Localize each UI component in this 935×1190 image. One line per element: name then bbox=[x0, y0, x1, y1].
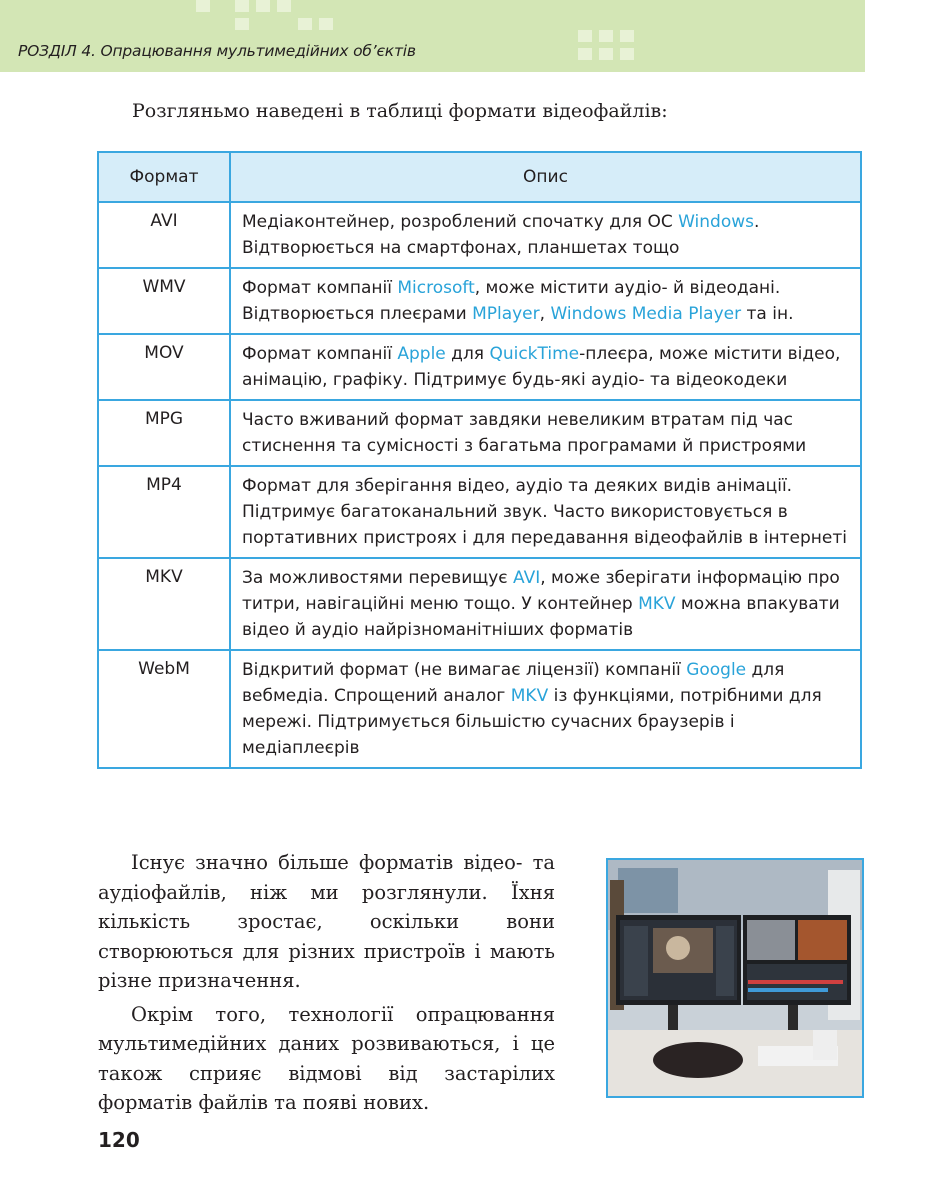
description-cell bbox=[230, 650, 861, 768]
description-text: для bbox=[445, 344, 490, 364]
table-row bbox=[98, 334, 861, 400]
table-row bbox=[98, 400, 861, 466]
description-text: , може зберігати інформацію про титри, навігаційні меню тощо. У контейнер bbox=[242, 568, 840, 614]
chapter-title: РОЗДІЛ 4. Опрацювання мультимедійних об’єктів bbox=[18, 42, 416, 60]
column-header-description: Опис bbox=[230, 152, 861, 202]
paragraph: Окрім того, технології опрацювання мультимедійних даних розвиваються, і це також сприяє відмові від застарілих форматів файлів та появі нових. bbox=[98, 1002, 555, 1114]
column-header-format: Формат bbox=[98, 152, 230, 202]
description-cell bbox=[230, 400, 861, 466]
description-text: Формат компанії bbox=[242, 344, 398, 364]
highlighted-term: MKV bbox=[510, 686, 549, 706]
description-text: можна впакувати відео й аудіо найрізноманітніших форматів bbox=[242, 594, 840, 640]
highlighted-term: MKV bbox=[638, 594, 676, 614]
video-editing-workstation-photo bbox=[606, 858, 864, 1098]
description-text: Формат для зберігання відео, аудіо та деяких видів анімації. Підтримує багатоканальний звук. Часто використовується в портативних пристроях і для передавання відеофайлів в інтернеті bbox=[242, 476, 847, 548]
highlighted-term: MPlayer bbox=[472, 304, 540, 324]
format-cell: AVI bbox=[98, 202, 230, 268]
description-text: -плеєра, може містити відео, анімацію, графіку. Підтримує будь-які аудіо- та відеокодеки bbox=[242, 344, 841, 390]
format-cell: WMV bbox=[98, 268, 230, 334]
chapter-header-band bbox=[0, 0, 865, 72]
format-cell: WebM bbox=[98, 650, 230, 768]
description-cell bbox=[230, 268, 861, 334]
description-cell bbox=[230, 202, 861, 268]
table-row bbox=[98, 466, 861, 558]
table-row bbox=[98, 268, 861, 334]
highlighted-term: Windows bbox=[678, 212, 754, 232]
format-cell: MP4 bbox=[98, 466, 230, 558]
description-text: для вебмедіа. Спрощений аналог bbox=[242, 660, 785, 706]
description-text: Медіаконтейнер, розроблений спочатку для ОС bbox=[242, 212, 679, 232]
highlighted-term: Apple bbox=[397, 344, 446, 364]
description-text: За можливостями перевищує bbox=[242, 568, 514, 588]
body-text bbox=[98, 848, 555, 1118]
table-row bbox=[98, 650, 861, 768]
table-row bbox=[98, 202, 861, 268]
photo-illustration bbox=[608, 860, 862, 1096]
description-text: та ін. bbox=[741, 304, 794, 324]
description-text: , bbox=[539, 304, 551, 324]
description-text: , може містити аудіо- й відеодані. Відтворюється плеєрами bbox=[242, 278, 781, 324]
table-header-row bbox=[98, 152, 861, 202]
highlighted-term: Windows Media Player bbox=[550, 304, 742, 324]
table-row bbox=[98, 558, 861, 650]
description-text: із функціями, потрібними для мережі. Підтримується більшістю сучасних браузерів і медіаплеєрів bbox=[242, 686, 822, 758]
format-cell: MPG bbox=[98, 400, 230, 466]
intro-sentence: Розгляньмо наведені в таблиці формати відеофайлів: bbox=[132, 100, 668, 122]
highlighted-term: Google bbox=[686, 660, 747, 680]
page-number: 120 bbox=[98, 1128, 140, 1152]
highlighted-term: AVI bbox=[513, 568, 541, 588]
description-cell bbox=[230, 558, 861, 650]
description-text: Часто вживаний формат завдяки невеликим втратам під час стиснення та сумісності з багатьма програмами й пристроями bbox=[242, 410, 807, 456]
description-cell bbox=[230, 466, 861, 558]
description-text: . Відтворюється на смартфонах, планшетах тощо bbox=[242, 212, 760, 258]
highlighted-term: QuickTime bbox=[489, 344, 580, 364]
paragraph: Існує значно більше форматів відео- та аудіофайлів, ніж ми розглянули. Їхня кількість зростає, оскільки вони створюються для різних пристроїв і мають різне призначення. bbox=[98, 851, 555, 992]
description-text: Формат компанії bbox=[242, 278, 398, 298]
video-formats-table bbox=[97, 151, 862, 769]
highlighted-term: Microsoft bbox=[397, 278, 475, 298]
description-text: Відкритий формат (не вимагає ліцензії) компанії bbox=[242, 660, 687, 680]
format-cell: MKV bbox=[98, 558, 230, 650]
format-cell: MOV bbox=[98, 334, 230, 400]
description-cell bbox=[230, 334, 861, 400]
